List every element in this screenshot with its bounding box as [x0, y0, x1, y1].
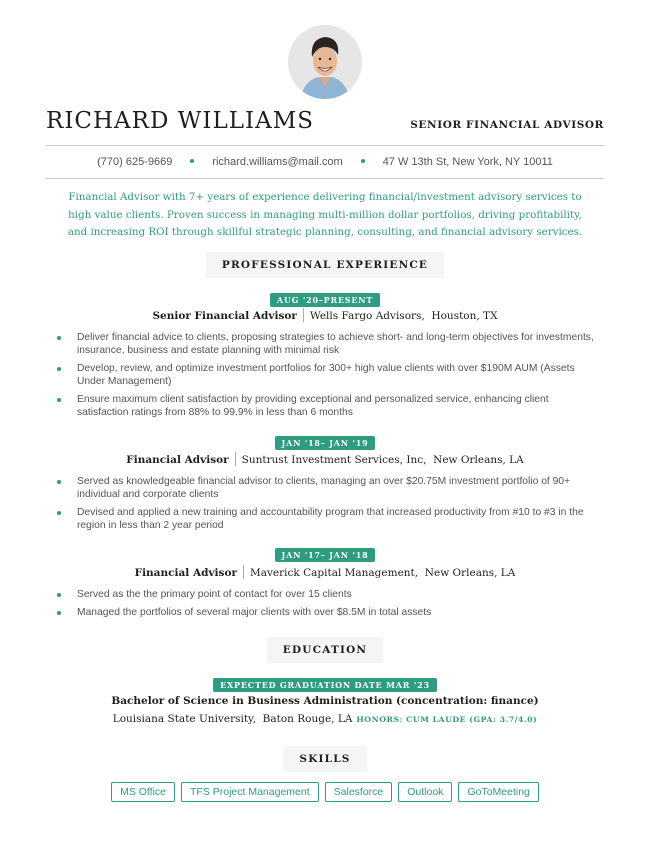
separator	[303, 308, 304, 322]
candidate-role: SENIOR FINANCIAL ADVISOR	[410, 119, 604, 131]
skill-tag: Outlook	[398, 782, 452, 802]
job-location: New Orleans, LA	[433, 454, 524, 466]
job-1-header	[0, 308, 650, 322]
bullet-icon	[57, 480, 61, 484]
job-3-header	[0, 565, 650, 579]
skill-tag: GoToMeeting	[458, 782, 538, 802]
bullet-icon	[57, 336, 61, 340]
job-3-dates	[0, 545, 650, 563]
job-3-bullets	[56, 588, 596, 624]
candidate-name: RICHARD WILLIAMS	[46, 108, 315, 134]
job-title: Senior Financial Advisor	[152, 310, 297, 322]
job-2-bullets	[56, 475, 596, 537]
divider-bottom	[46, 178, 604, 179]
separator	[243, 565, 244, 579]
list-item: Devised and applied a new training and accountability program that increased productivity from #10 to #3 in the region in less than 2 year period	[56, 506, 596, 532]
contact-line	[46, 156, 604, 168]
bullet-icon	[57, 611, 61, 615]
job-company: Suntrust Investment Services, Inc,	[241, 454, 427, 466]
bullet-dot-icon	[190, 159, 194, 163]
education-date	[0, 675, 650, 693]
list-item: Served as knowledgeable financial advisor to clients, managing an over $20.75M investment portfolio of 90+ individual and corporate clients	[56, 475, 596, 501]
list-item: Develop, review, and optimize investment portfolios for 300+ high value clients with over $190M AUM (Assets Under Management)	[56, 362, 596, 388]
skill-tag: MS Office	[111, 782, 175, 802]
list-item: Managed the portfolios of several major clients with over $8.5M in total assets	[56, 606, 596, 619]
section-skills-heading: SKILLS	[0, 746, 650, 772]
section-experience-heading: PROFESSIONAL EXPERIENCE	[0, 252, 650, 278]
skill-tag: TFS Project Management	[181, 782, 319, 802]
contact-phone[interactable]: (770) 625-9669	[97, 156, 173, 168]
bullet-icon	[57, 398, 61, 402]
honors: HONORS: CUM LAUDE (GPA: 3.7/4.0)	[356, 715, 538, 724]
bullet-icon	[57, 367, 61, 371]
job-location: Houston, TX	[431, 310, 498, 322]
skills-list	[0, 782, 650, 802]
bullet-icon	[57, 511, 61, 515]
avatar-illustration	[288, 25, 362, 99]
skill-tag: Salesforce	[325, 782, 393, 802]
education-school-line	[0, 713, 650, 725]
bullet-dot-icon	[361, 159, 365, 163]
separator	[235, 452, 236, 466]
school-name: Louisiana State University,	[112, 713, 256, 725]
divider-top	[46, 145, 604, 146]
job-1-dates	[0, 290, 650, 308]
date-badge: AUG '20–PRESENT	[270, 293, 380, 307]
education-degree: Bachelor of Science in Business Administration (concentration: finance)	[111, 695, 539, 707]
contact-address: 47 W 13th St, New York, NY 10011	[382, 156, 553, 168]
school-location: Baton Rouge, LA	[262, 713, 353, 725]
list-item: Served as the the primary point of contact for over 15 clients	[56, 588, 596, 601]
bullet-icon	[57, 593, 61, 597]
job-title: Financial Advisor	[126, 454, 229, 466]
list-item: Deliver financial advice to clients, proposing strategies to achieve short- and long-term objectives for investments, insurance, business and estate planning with minimal risk	[56, 331, 596, 357]
job-2-header	[0, 452, 650, 466]
job-company: Maverick Capital Management,	[249, 567, 419, 579]
job-location: New Orleans, LA	[424, 567, 516, 579]
job-title: Financial Advisor	[134, 567, 237, 579]
summary: Financial Advisor with 7+ years of experience delivering financial/investment advisory services to high value clients. Proven success in managing multi-million dollar portfolios, driving profitability, and increasing ROI through skillful strategic planning, consulting, and financial advisory services.	[67, 191, 583, 238]
date-badge: JAN '18– JAN '19	[275, 436, 376, 450]
date-badge: JAN '17– JAN '18	[275, 548, 376, 562]
profile-photo	[288, 25, 362, 99]
job-2-dates	[0, 433, 650, 451]
section-education-heading: EDUCATION	[0, 637, 650, 663]
contact-email[interactable]: richard.williams@mail.com	[212, 156, 343, 168]
date-badge: EXPECTED GRADUATION DATE MAR '23	[213, 678, 437, 692]
job-company: Wells Fargo Advisors,	[309, 310, 425, 322]
list-item: Ensure maximum client satisfaction by providing exceptional and personalized service, enhancing client satisfaction ratings from 88% to 99.9% in less than 6 months	[56, 393, 596, 419]
job-1-bullets	[56, 331, 596, 424]
